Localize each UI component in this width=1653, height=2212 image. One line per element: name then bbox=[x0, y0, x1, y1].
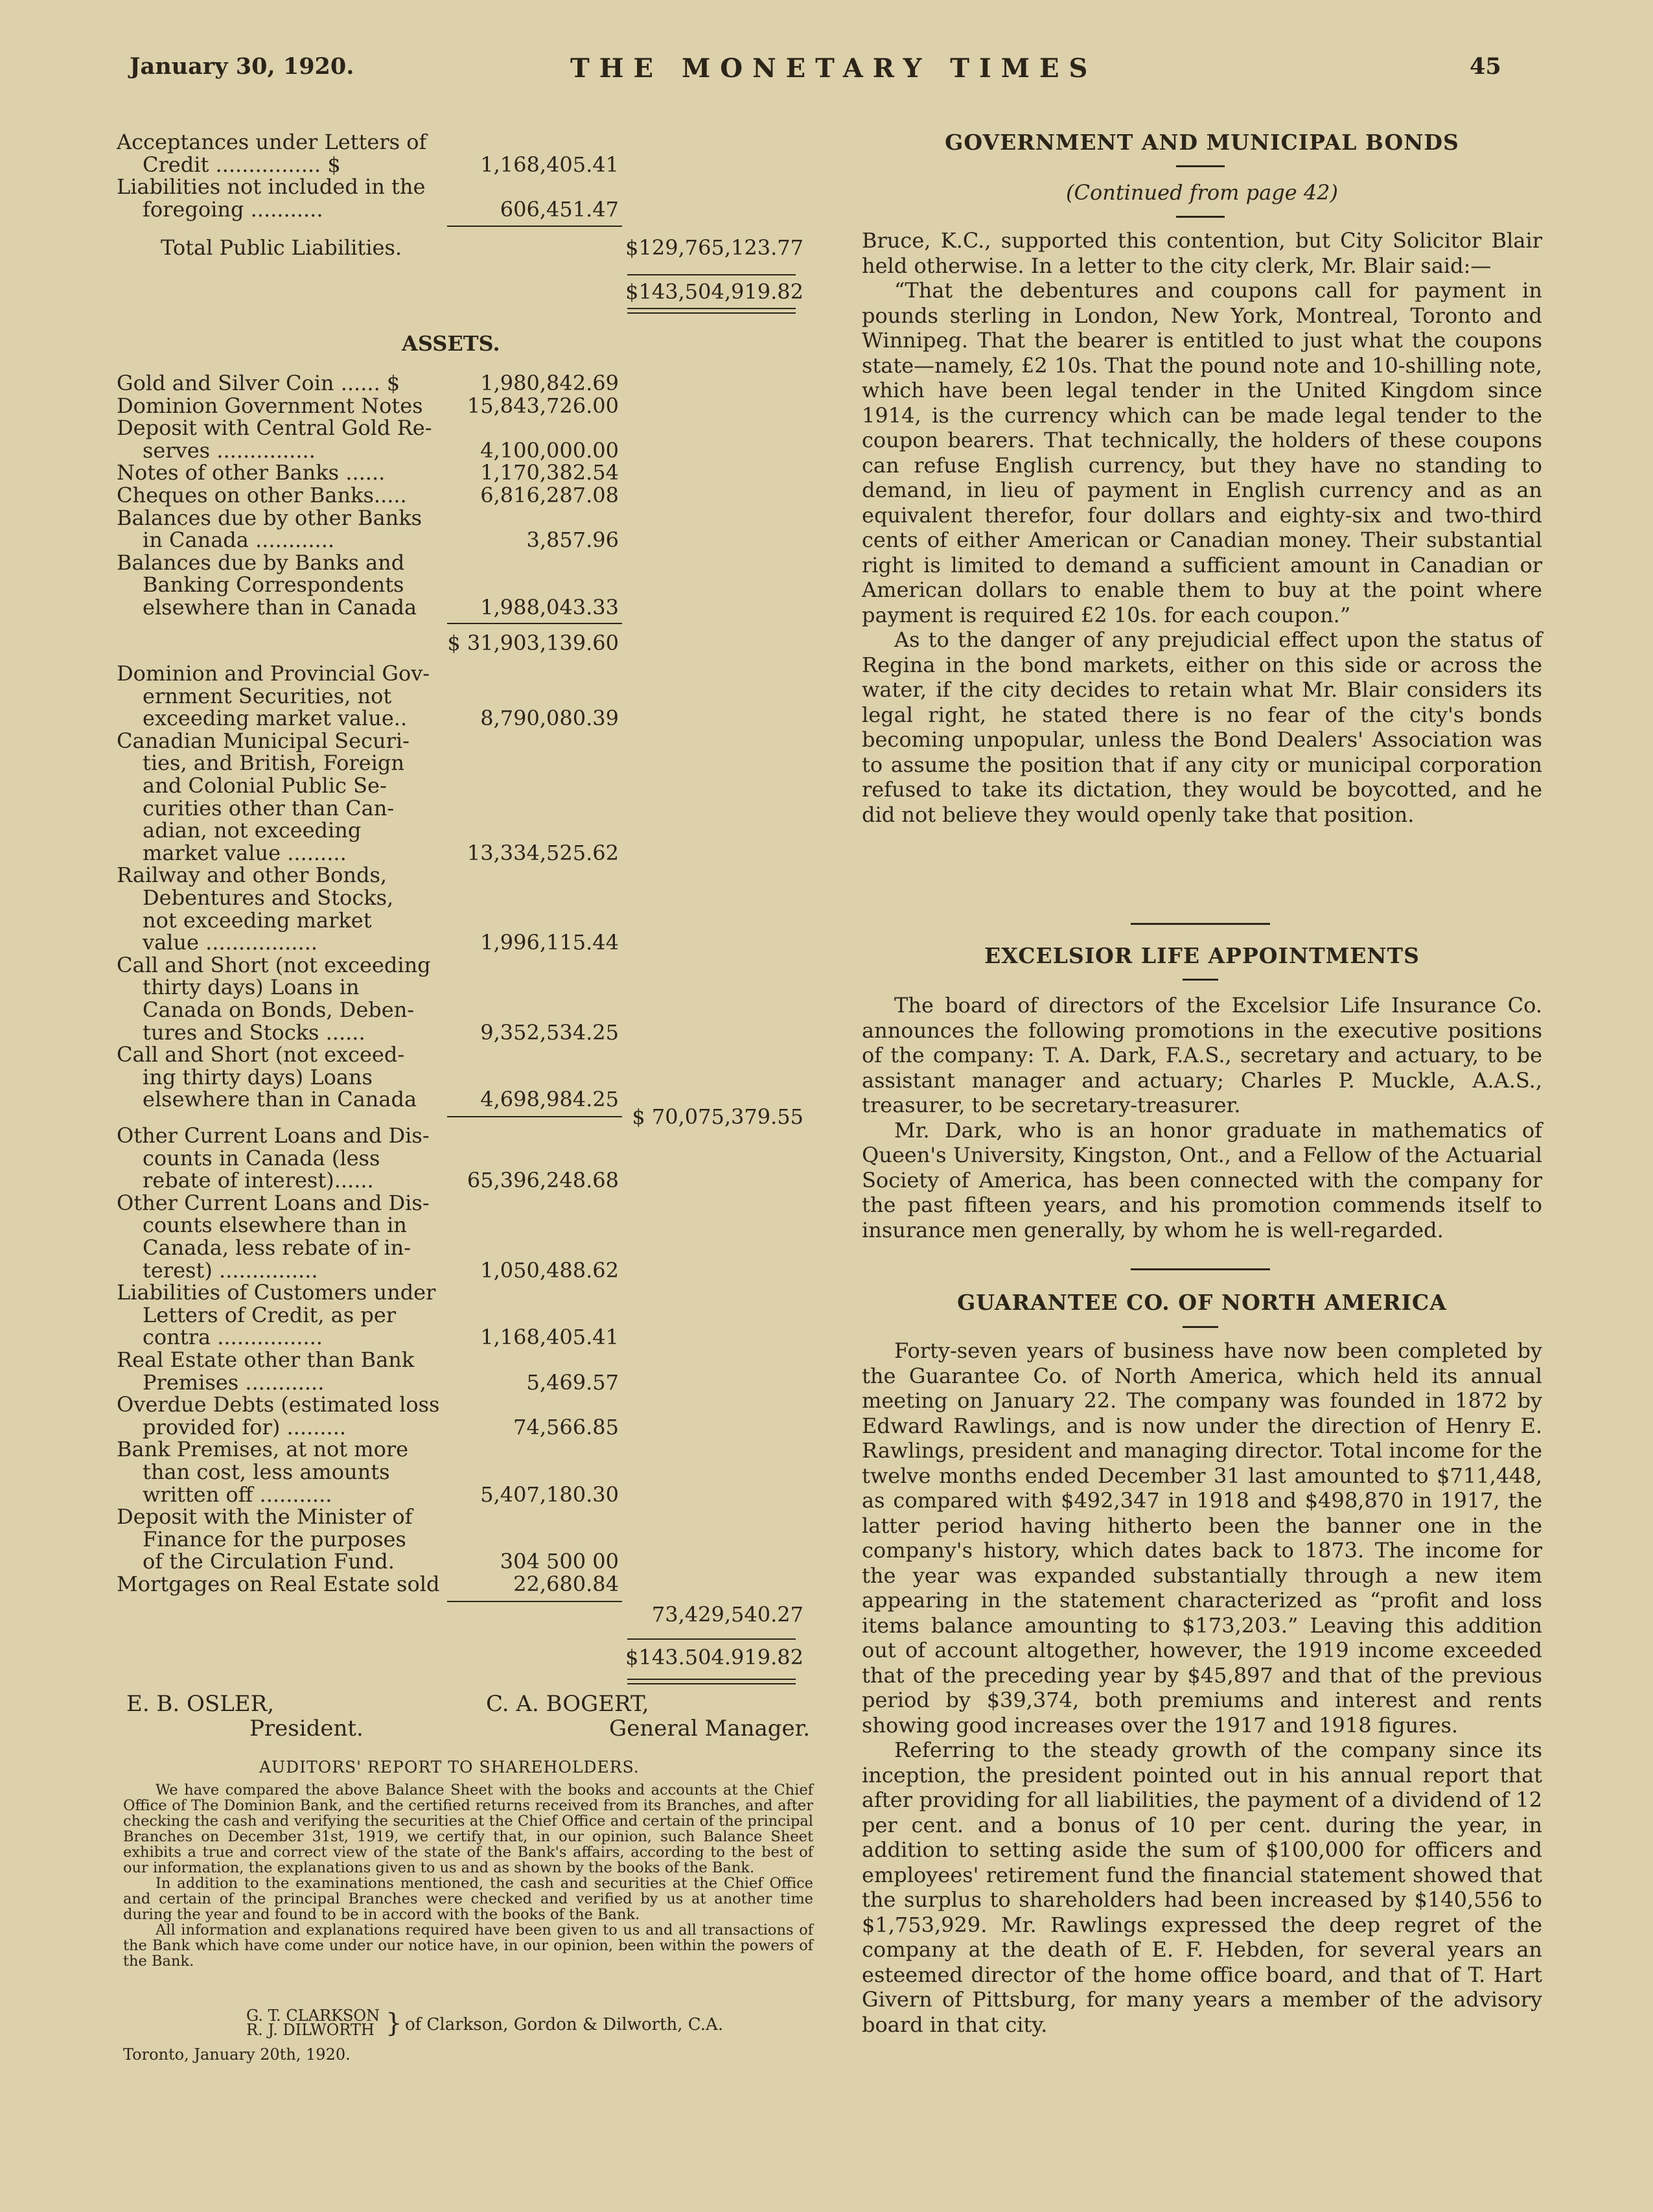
line-item-label: contra ................ bbox=[143, 1325, 323, 1350]
line-item-label: rebate of interest)...... bbox=[143, 1168, 374, 1193]
line-item-label: exceeding market value.. bbox=[143, 706, 408, 731]
line-item-label: Overdue Debts (estimated loss bbox=[117, 1392, 440, 1417]
section-divider bbox=[1131, 1268, 1270, 1270]
total-rule bbox=[447, 226, 622, 227]
line-item-label: Gold and Silver Coin ...... $ bbox=[117, 371, 400, 395]
line-item-amount: 4,100,000.00 bbox=[480, 437, 619, 463]
line-item-label: counts in Canada (less bbox=[143, 1145, 380, 1170]
line-item-label: Canada on Bonds, Deben- bbox=[143, 997, 415, 1022]
subtotal: $ 31,903,139.60 bbox=[447, 630, 619, 655]
line-item-label: Acceptances under Letters of bbox=[117, 130, 427, 154]
line-item-amount: 1,996,115.44 bbox=[480, 930, 619, 955]
line-item-amount: 1,988,043.33 bbox=[480, 595, 619, 620]
line-item-label: serves ............... bbox=[143, 437, 316, 463]
article-paragraph: Forty-seven years of business have now been completed by the Guarantee Co. of North America, which held its annual meeting on January 22. The company was founded in 1872 by Edward Rawlings, and is now under the direction of Henry E. Rawlings, president and managing director. Total income for the twelve months ended December 31 last amounted to $711,448, as compared with $492,347 in 1918 and $498,870 in 1917, the latter period having hitherto been the banner one in the company's history, which dates back to 1873. The income for the year was expanded substantially through a new item appearing in the statement characterized as “profit and loss items balance amounting to $173,203.” Leaving this addition out of account altogether, however, the 1919 income exceeded that of the preceding year by $45,897 and that of the previous period by $39,374, both premiums and interest and rents showing good increases over the 1917 and 1918 figures. bbox=[862, 1338, 1542, 1738]
line-item-label: Balances due by other Banks bbox=[117, 505, 422, 530]
line-item-amount: 1,050,488.62 bbox=[480, 1257, 619, 1283]
line-item-label: counts elsewhere than in bbox=[143, 1213, 407, 1238]
line-item-amount: 15,843,726.00 bbox=[467, 393, 619, 418]
line-item-label: Canada, less rebate of in- bbox=[143, 1235, 411, 1260]
signatory-title: President. bbox=[249, 1716, 364, 1741]
line-item-label: Other Current Loans and Dis- bbox=[117, 1123, 430, 1148]
line-item-label: and Colonial Public Se- bbox=[143, 773, 387, 798]
line-item-label: Banking Correspondents bbox=[143, 572, 404, 598]
total-label: Total Public Liabilities. bbox=[161, 235, 402, 261]
line-item-amount: 74,566.85 bbox=[513, 1414, 619, 1439]
line-item-label: provided for) ......... bbox=[143, 1414, 347, 1439]
heading-rule bbox=[1176, 165, 1225, 167]
line-item-label: elsewhere than in Canada bbox=[143, 595, 417, 620]
auditors-place-date: Toronto, January 20th, 1920. bbox=[123, 2045, 351, 2064]
auditors-paragraph: We have compared the above Balance Sheet with the books and accounts at the Chief Office of The Dominion Bank, and the certified returns received from its Branches, and after checking the cash and verifying the securities at the Chief Office and certain of the principal Branches on December 31st, 1919, we certify that, in our opinion, such Balance Sheet exhibits a true and correct view of the state of the Bank's affairs, according to the best of our information, the explanations given to us and as shown by the books of the Bank. bbox=[123, 1782, 813, 1876]
signature-bogert bbox=[486, 1692, 810, 1741]
signatory-name: E. B. OSLER, bbox=[126, 1691, 275, 1717]
auditors-paragraph: In addition to the examinations mentioned, the cash and securities at the Chief Office and certain of the principal Branches were checked and verified by us at another time during the year and found to be in accord with the books of the Bank. bbox=[123, 1875, 813, 1923]
line-item-amount: 1,980,842.69 bbox=[480, 371, 619, 395]
line-item-label: Balances due by Banks and bbox=[117, 550, 405, 575]
total-assets: $143.504.919.82 bbox=[625, 1644, 803, 1670]
line-item-label: tures and Stocks ...... bbox=[143, 1019, 365, 1045]
page-number: 45 bbox=[1470, 53, 1501, 80]
line-item-label: Deposit with the Minister of bbox=[117, 1504, 413, 1530]
line-item-label: Debentures and Stocks, bbox=[143, 885, 394, 910]
brace-glyph: } bbox=[386, 2008, 402, 2038]
total-liabilities: $143,504,919.82 bbox=[625, 279, 803, 305]
line-item-label: value ................. bbox=[143, 930, 318, 955]
line-item-label: Bank Premises, at not more bbox=[117, 1437, 409, 1462]
line-item-label: ing thirty days) Loans bbox=[143, 1064, 373, 1089]
section-heading: GOVERNMENT AND MUNICIPAL BONDS bbox=[945, 130, 1459, 155]
article-paragraph: Mr. Dark, who is an honor graduate in mathematics of Queen's University, Kingston, Ont., and a Fellow of the Actuarial Society of America, has been connected with the company for the past fifteen years, and his promotion commends itself to insurance men generally, by whom he is well-regarded. bbox=[862, 1117, 1542, 1242]
line-item-label: Call and Short (not exceed- bbox=[117, 1042, 405, 1067]
heading-rule bbox=[1176, 216, 1225, 218]
line-item-label: Letters of Credit, as per bbox=[143, 1302, 397, 1327]
subtotal: 73,429,540.27 bbox=[651, 1601, 803, 1627]
line-item-amount: 9,352,534.25 bbox=[480, 1019, 619, 1045]
line-item-label: foregoing ........... bbox=[143, 196, 323, 222]
line-item-label: Premises ............ bbox=[143, 1369, 325, 1395]
line-item-label: Cheques on other Banks..... bbox=[117, 483, 407, 507]
article-paragraph: “That the debentures and coupons call for payment in pounds sterling in London, New York, Montreal, Toronto and Winnipeg. That the bearer is entitled to just what the coupons state—namely, £2 10s. That the pound note and 10-shilling note, which have been legal tender in the United Kingdom since 1914, is the currency which can be made legal tender to the coupon bearers. That technically, the holders of these coupons can refuse English currency, but they have no standing to demand, in lieu of payment in English currency and as an equivalent therefor, four dollars and eighty-six and two-third cents of either American or Canadian money. Their substantial right is limited to demand a sufficient amount in Canadian or American dollars to enable them to buy at the point where payment is required £2 10s. for each coupon.” bbox=[862, 278, 1542, 627]
total-rule bbox=[627, 274, 796, 275]
line-item-label: Other Current Loans and Dis- bbox=[117, 1190, 430, 1215]
line-item-amount: 22,680.84 bbox=[513, 1572, 619, 1596]
article-paragraph: Referring to the steady growth of the company since its inception, the president pointed out in his annual report that after providing for all liabilities, the payment of a dividend of 12 per cent. and a bonus of 10 per cent. during the year, in addition to setting aside the sum of $100,000 for officers and employees' retirement fund the financial statement showed that the surplus to shareholders had been increased by $140,556 to $1,753,929. Mr. Rawlings expressed the deep regret of the company at the death of E. F. Hebden, for several years an esteemed director of the home office board, and that of T. Hart Givern of Pittsburg, for many years a member of the advisory board in that city. bbox=[862, 1738, 1542, 2037]
line-item-label: in Canada ............ bbox=[143, 528, 335, 553]
line-item-label: Real Estate other than Bank bbox=[117, 1347, 415, 1372]
line-item-label: Dominion Government Notes bbox=[117, 393, 423, 418]
line-item-amount: 304 500 00 bbox=[500, 1549, 619, 1574]
line-item-amount: 606,451.47 bbox=[500, 196, 619, 222]
line-item-label: Deposit with Central Gold Re- bbox=[117, 415, 432, 441]
line-item-label: elsewhere than in Canada bbox=[143, 1087, 417, 1112]
signatory-name: C. A. BOGERT, bbox=[486, 1691, 649, 1717]
line-item-amount: 5,469.57 bbox=[526, 1369, 619, 1395]
line-item-label: of the Circulation Fund. bbox=[143, 1549, 395, 1574]
article-paragraph: The board of directors of the Excelsior Life Insurance Co. announces the following promotions in the executive positions of the company: T. A. Dark, F.A.S., secretary and actuary, to be assistant manager and actuary; Charles P. Muckle, A.A.S., treasurer, to be secretary-treasurer. bbox=[862, 993, 1542, 1117]
total-rule bbox=[447, 1601, 622, 1602]
line-item-label: Dominion and Provincial Gov- bbox=[117, 661, 430, 686]
auditor-signer: G. T. CLARKSON bbox=[246, 2007, 380, 2025]
article-paragraph: As to the danger of any prejudicial effect upon the status of Regina in the bond markets, either on this side or across the water, if the city decides to retain what Mr. Blair considers its legal right, he stated there is no fear of the city's bonds becoming unpopular, unless the Bond Dealers' Association was to assume the position that if any city or municipal corporation refused to take its dictation, they would be boycotted, and he did not believe they would openly take that position. bbox=[862, 627, 1542, 827]
guarantee-article bbox=[862, 1338, 1542, 2037]
auditor-signer: R. J. DILWORTH bbox=[246, 2021, 375, 2039]
line-item-amount: 6,816,287.08 bbox=[480, 483, 619, 507]
line-item-amount: 1,170,382.54 bbox=[480, 460, 619, 485]
line-item-label: not exceeding market bbox=[143, 907, 372, 933]
publication-title: THE MONETARY TIMES bbox=[570, 53, 1098, 84]
line-item-amount: 3,857.96 bbox=[526, 528, 619, 553]
line-item-amount: 8,790,080.39 bbox=[480, 706, 619, 731]
line-item-amount: 5,407,180.30 bbox=[480, 1482, 619, 1507]
line-item-label: Liabilities not included in the bbox=[117, 174, 426, 200]
line-item-amount: 1,168,405.41 bbox=[480, 1325, 619, 1350]
heading-rule bbox=[1183, 979, 1218, 981]
excelsior-article bbox=[862, 993, 1542, 1242]
line-item-label: than cost, less amounts bbox=[143, 1460, 390, 1484]
line-item-amount: 13,334,525.62 bbox=[467, 840, 619, 865]
auditor-firm: of Clarkson, Gordon & Dilworth, C.A. bbox=[405, 2015, 724, 2034]
line-item-label: market value ......... bbox=[143, 840, 347, 865]
double-rule bbox=[627, 1679, 796, 1684]
total-amount: $129,765,123.77 bbox=[625, 235, 803, 261]
line-item-label: Notes of other Banks ...... bbox=[117, 460, 386, 485]
line-item-label: Railway and other Bonds, bbox=[117, 863, 387, 888]
gov-bonds-article bbox=[862, 228, 1542, 827]
total-rule bbox=[447, 623, 622, 624]
auditors-report bbox=[123, 1782, 813, 1969]
line-item-label: Call and Short (not exceeding bbox=[117, 952, 431, 977]
auditors-paragraph: All information and explanations required have been given to us and all transactions of the Bank which have come under our notice have, in our opinion, been within the powers of the Bank. bbox=[123, 1922, 813, 1970]
assets-heading: ASSETS. bbox=[402, 331, 500, 356]
continued-note: (Continued from page 42) bbox=[1065, 180, 1339, 205]
signature-osler bbox=[126, 1692, 364, 1741]
double-rule bbox=[627, 308, 796, 314]
subtotal: $ 70,075,379.55 bbox=[632, 1104, 803, 1129]
section-heading: EXCELSIOR LIFE APPOINTMENTS bbox=[984, 943, 1420, 968]
line-item-label: Credit ................ $ bbox=[143, 152, 341, 177]
auditors-heading: AUDITORS' REPORT TO SHAREHOLDERS. bbox=[259, 1758, 640, 1776]
line-item-label: Liabilities of Customers under bbox=[117, 1280, 436, 1305]
article-paragraph: Bruce, K.C., supported this contention, but City Solicitor Blair held otherwise. In a letter to the city clerk, Mr. Blair said:— bbox=[862, 228, 1542, 278]
line-item-label: thirty days) Loans in bbox=[143, 975, 360, 1000]
line-item-label: Mortgages on Real Estate sold bbox=[117, 1572, 440, 1596]
signatory-title: General Manager. bbox=[609, 1716, 810, 1741]
line-item-amount: 1,168,405.41 bbox=[480, 152, 619, 177]
line-item-label: written off ........... bbox=[143, 1482, 332, 1507]
line-item-label: curities other than Can- bbox=[143, 795, 395, 821]
heading-rule bbox=[1183, 1326, 1218, 1328]
line-item-amount: 65,396,248.68 bbox=[467, 1168, 619, 1193]
line-item-label: Finance for the purposes bbox=[143, 1526, 406, 1552]
section-divider bbox=[1131, 923, 1270, 925]
issue-date: January 30, 1920. bbox=[130, 53, 354, 80]
line-item-amount: 4,698,984.25 bbox=[480, 1087, 619, 1112]
total-rule bbox=[627, 1638, 796, 1640]
line-item-label: Canadian Municipal Securi- bbox=[117, 728, 410, 753]
line-item-label: ties, and British, Foreign bbox=[143, 751, 404, 776]
section-heading: GUARANTEE CO. OF NORTH AMERICA bbox=[957, 1290, 1447, 1315]
line-item-label: ernment Securities, not bbox=[143, 683, 392, 708]
line-item-label: adian, not exceeding bbox=[143, 818, 362, 843]
line-item-label: terest) ............... bbox=[143, 1257, 318, 1283]
